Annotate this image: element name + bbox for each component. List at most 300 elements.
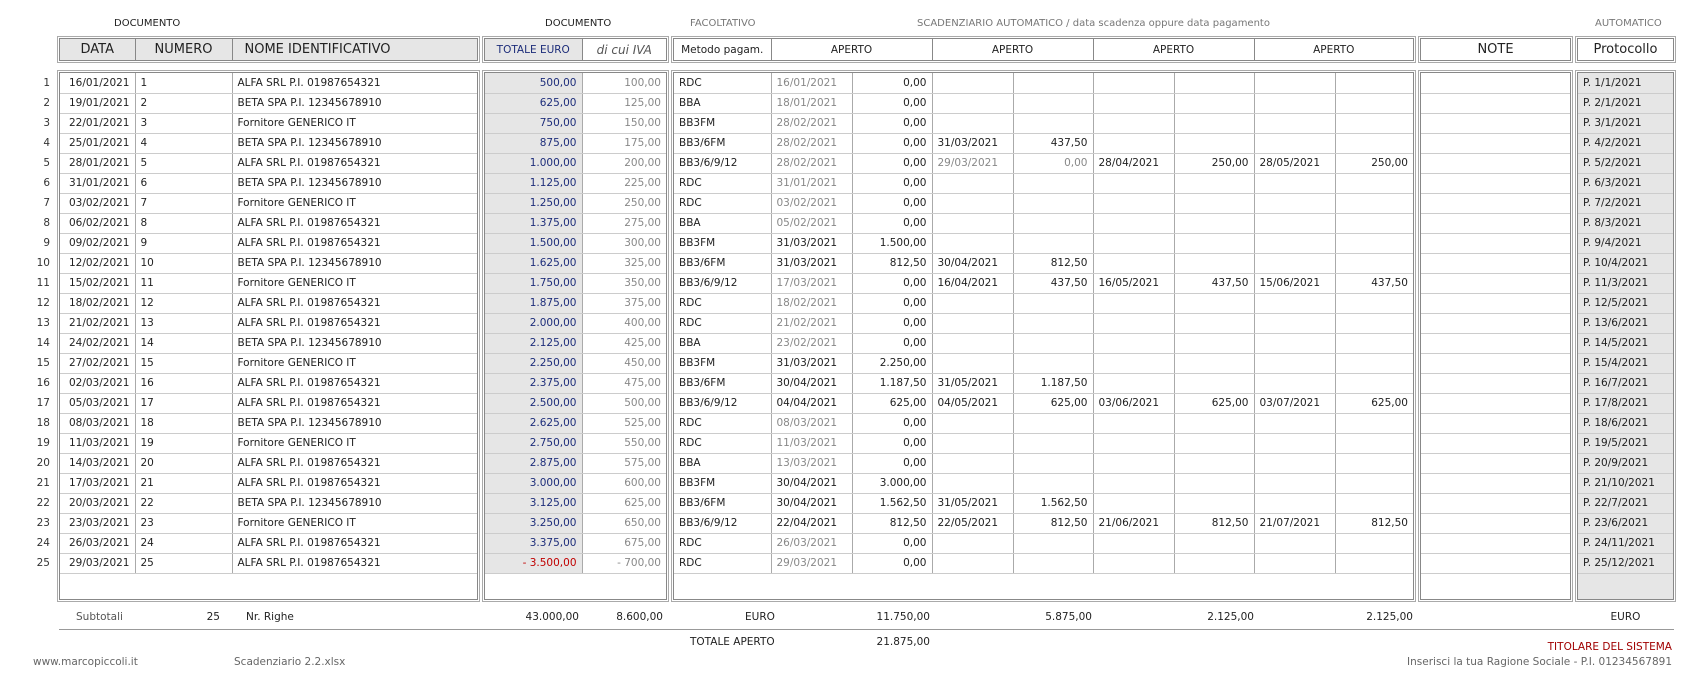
cell-totale[interactable]: 1.125,00 — [485, 173, 582, 193]
header-protocollo[interactable]: Protocollo — [1593, 42, 1658, 57]
cell-numero[interactable]: 11 — [135, 273, 232, 293]
cell-scadenza-3-data — [1093, 373, 1174, 393]
cell-metodo[interactable]: BB3/6/9/12 — [674, 273, 771, 293]
cell-numero[interactable]: 18 — [135, 413, 232, 433]
cell-data[interactable]: 09/02/2021 — [60, 233, 135, 253]
cell-iva: 275,00 — [582, 213, 666, 233]
cell-nome[interactable]: BETA SPA P.I. 12345678910 — [232, 493, 477, 513]
cell-note[interactable] — [1421, 413, 1570, 433]
cell-scadenza-3-data: 16/05/2021 — [1093, 273, 1174, 293]
table-row — [60, 393, 477, 413]
cell-scadenza-3-importo — [1174, 213, 1254, 233]
cell-note[interactable] — [1421, 293, 1570, 313]
header-aperto-2[interactable]: APERTO — [932, 39, 1093, 60]
cell-note[interactable] — [1421, 373, 1570, 393]
filename-label: Scadenziario 2.2.xlsx — [234, 656, 346, 668]
cell-metodo[interactable]: BBA — [674, 93, 771, 113]
cell-scadenza-1-data: 13/03/2021 — [771, 453, 852, 473]
table-row — [1421, 213, 1570, 233]
table-row — [674, 533, 1413, 553]
cell-data[interactable]: 14/03/2021 — [60, 453, 135, 473]
table-row — [60, 193, 477, 213]
cell-iva: 100,00 — [582, 73, 666, 93]
cell-nome[interactable]: Fornitore GENERICO IT — [232, 433, 477, 453]
cell-note[interactable] — [1421, 333, 1570, 353]
cell-note[interactable] — [1421, 133, 1570, 153]
cell-data[interactable]: 17/03/2021 — [60, 473, 135, 493]
cell-scadenza-3-importo — [1174, 353, 1254, 373]
cell-protocollo: P. 6/3/2021 — [1578, 173, 1673, 193]
cell-metodo[interactable]: BBA — [674, 333, 771, 353]
cell-metodo[interactable]: RDC — [674, 293, 771, 313]
cell-note[interactable] — [1421, 193, 1570, 213]
row-number: 4 — [43, 137, 50, 149]
table-row — [674, 413, 1413, 433]
cell-protocollo: P. 7/2/2021 — [1578, 193, 1673, 213]
cell-totale[interactable]: 750,00 — [485, 113, 582, 133]
cell-numero[interactable]: 1 — [135, 73, 232, 93]
table-row — [1578, 133, 1673, 153]
cell-scadenza-3-importo — [1174, 433, 1254, 453]
cell-nome[interactable]: ALFA SRL P.I. 01987654321 — [232, 393, 477, 413]
row-number: 20 — [36, 457, 50, 469]
cell-scadenza-2-data — [932, 93, 1013, 113]
cell-iva: 625,00 — [582, 493, 666, 513]
cell-nome[interactable]: ALFA SRL P.I. 01987654321 — [232, 233, 477, 253]
cell-metodo[interactable]: BB3/6/9/12 — [674, 513, 771, 533]
cell-nome[interactable]: ALFA SRL P.I. 01987654321 — [232, 213, 477, 233]
cell-scadenza-2-data — [932, 113, 1013, 133]
cell-nome[interactable]: ALFA SRL P.I. 01987654321 — [232, 453, 477, 473]
cell-metodo[interactable]: BB3FM — [674, 113, 771, 133]
cell-nome[interactable]: Fornitore GENERICO IT — [232, 513, 477, 533]
cell-iva: 375,00 — [582, 293, 666, 313]
cell-note[interactable] — [1421, 73, 1570, 93]
cell-note[interactable] — [1421, 533, 1570, 553]
header-note[interactable]: NOTE — [1477, 42, 1514, 57]
table-row — [485, 373, 666, 393]
cell-metodo[interactable]: BB3FM — [674, 473, 771, 493]
label-documento-left: DOCUMENTO — [114, 18, 181, 29]
cell-note[interactable] — [1421, 253, 1570, 273]
cell-metodo[interactable]: BBA — [674, 213, 771, 233]
cell-scadenza-1-data: 18/02/2021 — [771, 293, 852, 313]
table-row — [60, 293, 477, 313]
cell-totale[interactable]: 3.125,00 — [485, 493, 582, 513]
cell-numero[interactable]: 12 — [135, 293, 232, 313]
cell-numero[interactable]: 19 — [135, 433, 232, 453]
table-row — [1421, 293, 1570, 313]
cell-scadenza-1-data: 18/01/2021 — [771, 93, 852, 113]
cell-scadenza-3-data — [1093, 313, 1174, 333]
table-row — [1421, 333, 1570, 353]
cell-numero[interactable]: 21 — [135, 473, 232, 493]
cell-nome[interactable]: Fornitore GENERICO IT — [232, 273, 477, 293]
cell-numero[interactable]: 17 — [135, 393, 232, 413]
cell-totale[interactable]: 2.375,00 — [485, 373, 582, 393]
header-aperto-3[interactable]: APERTO — [1093, 39, 1254, 60]
cell-scadenza-4-data — [1254, 473, 1335, 493]
row-number: 1 — [43, 77, 50, 89]
cell-totale[interactable]: 1.625,00 — [485, 253, 582, 273]
cell-note[interactable] — [1421, 313, 1570, 333]
cell-iva: 675,00 — [582, 533, 666, 553]
cell-metodo[interactable]: BB3/6FM — [674, 373, 771, 393]
cell-numero[interactable]: 2 — [135, 93, 232, 113]
cell-data[interactable]: 16/01/2021 — [60, 73, 135, 93]
cell-note[interactable] — [1421, 473, 1570, 493]
cell-numero[interactable]: 20 — [135, 453, 232, 473]
subtotal-totale: 43.000,00 — [525, 611, 579, 623]
cell-totale[interactable]: 1.875,00 — [485, 293, 582, 313]
table-row — [1421, 413, 1570, 433]
cell-totale[interactable]: 2.125,00 — [485, 333, 582, 353]
cell-note[interactable] — [1421, 353, 1570, 373]
table-row — [674, 393, 1413, 413]
table-row — [1578, 553, 1673, 573]
table-row — [674, 513, 1413, 533]
section-note — [1420, 35, 1571, 607]
cell-note[interactable] — [1421, 273, 1570, 293]
header-nome[interactable]: NOME IDENTIFICATIVO — [244, 42, 391, 57]
table-row — [60, 233, 477, 253]
cell-note[interactable] — [1421, 393, 1570, 413]
cell-scadenza-3-data: 03/06/2021 — [1093, 393, 1174, 413]
row-number: 2 — [43, 97, 50, 109]
cell-nome[interactable]: BETA SPA P.I. 12345678910 — [232, 173, 477, 193]
cell-metodo[interactable]: BB3/6FM — [674, 253, 771, 273]
cell-data[interactable]: 19/01/2021 — [60, 93, 135, 113]
cell-numero[interactable]: 23 — [135, 513, 232, 533]
table-row — [1578, 273, 1673, 293]
cell-protocollo: P. 13/6/2021 — [1578, 313, 1673, 333]
cell-data[interactable]: 18/02/2021 — [60, 293, 135, 313]
cell-totale[interactable]: 1.250,00 — [485, 193, 582, 213]
cell-numero[interactable]: 8 — [135, 213, 232, 233]
cell-scadenza-2-importo: 1.562,50 — [1013, 493, 1093, 513]
cell-protocollo: P. 16/7/2021 — [1578, 373, 1673, 393]
cell-note[interactable] — [1421, 233, 1570, 253]
cell-data[interactable]: 31/01/2021 — [60, 173, 135, 193]
cell-data[interactable]: 03/02/2021 — [60, 193, 135, 213]
cell-numero[interactable]: 9 — [135, 233, 232, 253]
cell-data[interactable]: 26/03/2021 — [60, 533, 135, 553]
cell-note[interactable] — [1421, 433, 1570, 453]
cell-scadenza-1-data: 31/01/2021 — [771, 173, 852, 193]
cell-data[interactable]: 21/02/2021 — [60, 313, 135, 333]
cell-scadenza-4-data: 21/07/2021 — [1254, 513, 1335, 533]
cell-data[interactable]: 23/03/2021 — [60, 513, 135, 533]
table-row — [674, 313, 1413, 333]
cell-note[interactable] — [1421, 493, 1570, 513]
cell-scadenza-1-importo: 812,50 — [852, 253, 932, 273]
cell-totale[interactable]: - 3.500,00 — [485, 553, 582, 573]
cell-data[interactable]: 12/02/2021 — [60, 253, 135, 273]
cell-metodo[interactable]: BB3FM — [674, 353, 771, 373]
cell-iva: 575,00 — [582, 453, 666, 473]
cell-scadenza-2-data: 22/05/2021 — [932, 513, 1013, 533]
table-row — [674, 213, 1413, 233]
cell-protocollo: P. 14/5/2021 — [1578, 333, 1673, 353]
cell-numero[interactable]: 6 — [135, 173, 232, 193]
cell-scadenza-1-data: 28/02/2021 — [771, 153, 852, 173]
table-row — [60, 413, 477, 433]
cell-totale[interactable]: 3.250,00 — [485, 513, 582, 533]
row-number: 6 — [43, 177, 50, 189]
cell-numero[interactable]: 22 — [135, 493, 232, 513]
cell-totale[interactable]: 3.000,00 — [485, 473, 582, 493]
row-number: 23 — [36, 517, 50, 529]
header-aperto-4[interactable]: APERTO — [1313, 43, 1355, 56]
cell-scadenza-4-data — [1254, 413, 1335, 433]
cell-scadenza-3-data — [1093, 533, 1174, 553]
cell-scadenza-3-data — [1093, 133, 1174, 153]
cell-scadenza-2-importo — [1013, 233, 1093, 253]
cell-nome[interactable]: Fornitore GENERICO IT — [232, 113, 477, 133]
cell-scadenza-4-importo — [1335, 313, 1413, 333]
cell-metodo[interactable]: RDC — [674, 553, 771, 573]
table-row — [1421, 273, 1570, 293]
cell-scadenza-1-data: 22/04/2021 — [771, 513, 852, 533]
table-row — [485, 73, 666, 93]
table-row — [60, 273, 477, 293]
cell-metodo[interactable]: BB3FM — [674, 233, 771, 253]
header-data[interactable]: DATA — [60, 39, 135, 60]
cell-data[interactable]: 05/03/2021 — [60, 393, 135, 413]
ragione-sociale-label: Inserisci la tua Ragione Sociale - P.I. 01234567891 — [1407, 656, 1672, 668]
cell-numero[interactable]: 10 — [135, 253, 232, 273]
cell-scadenza-4-data — [1254, 493, 1335, 513]
row-number: 13 — [36, 317, 50, 329]
cell-iva: 125,00 — [582, 93, 666, 113]
cell-note[interactable] — [1421, 93, 1570, 113]
cell-numero[interactable]: 7 — [135, 193, 232, 213]
cell-totale[interactable]: 1.375,00 — [485, 213, 582, 233]
cell-nome[interactable]: ALFA SRL P.I. 01987654321 — [232, 373, 477, 393]
cell-scadenza-4-data — [1254, 313, 1335, 333]
cell-nome[interactable]: BETA SPA P.I. 12345678910 — [232, 253, 477, 273]
cell-metodo[interactable]: RDC — [674, 173, 771, 193]
cell-scadenza-2-data — [932, 473, 1013, 493]
cell-scadenza-1-importo: 0,00 — [852, 453, 932, 473]
nr-righe-label: Nr. Righe — [246, 611, 294, 623]
cell-note[interactable] — [1421, 153, 1570, 173]
cell-nome[interactable]: Fornitore GENERICO IT — [232, 353, 477, 373]
cell-note[interactable] — [1421, 453, 1570, 473]
table-row — [1578, 213, 1673, 233]
cell-totale[interactable]: 3.375,00 — [485, 533, 582, 553]
cell-totale[interactable]: 2.000,00 — [485, 313, 582, 333]
cell-data[interactable]: 02/03/2021 — [60, 373, 135, 393]
cell-scadenza-4-importo: 812,50 — [1335, 513, 1413, 533]
cell-scadenza-3-importo — [1174, 233, 1254, 253]
cell-data[interactable]: 29/03/2021 — [60, 553, 135, 573]
cell-scadenza-3-data — [1093, 433, 1174, 453]
cell-numero[interactable]: 24 — [135, 533, 232, 553]
cell-scadenza-2-importo: 437,50 — [1013, 133, 1093, 153]
cell-scadenza-1-data: 26/03/2021 — [771, 533, 852, 553]
cell-metodo[interactable]: BBA — [674, 453, 771, 473]
table-row — [1421, 93, 1570, 113]
cell-totale[interactable]: 2.500,00 — [485, 393, 582, 413]
cell-note[interactable] — [1421, 553, 1570, 573]
header-totale[interactable]: TOTALE EURO — [485, 39, 582, 60]
cell-metodo[interactable]: BB3/6/9/12 — [674, 153, 771, 173]
cell-scadenza-1-data: 31/03/2021 — [771, 253, 852, 273]
table-row — [485, 153, 666, 173]
cell-scadenza-3-data — [1093, 173, 1174, 193]
cell-iva: 350,00 — [582, 273, 666, 293]
cell-scadenza-3-importo — [1174, 313, 1254, 333]
cell-numero[interactable]: 15 — [135, 353, 232, 373]
cell-iva: 300,00 — [582, 233, 666, 253]
cell-note[interactable] — [1421, 213, 1570, 233]
cell-nome[interactable]: ALFA SRL P.I. 01987654321 — [232, 313, 477, 333]
cell-totale[interactable]: 500,00 — [485, 73, 582, 93]
cell-scadenza-3-importo — [1174, 453, 1254, 473]
cell-nome[interactable]: BETA SPA P.I. 12345678910 — [232, 413, 477, 433]
cell-numero[interactable]: 5 — [135, 153, 232, 173]
cell-data[interactable]: 08/03/2021 — [60, 413, 135, 433]
cell-data[interactable]: 20/03/2021 — [60, 493, 135, 513]
cell-scadenza-3-importo — [1174, 413, 1254, 433]
cell-scadenza-2-importo — [1013, 173, 1093, 193]
cell-nome[interactable]: ALFA SRL P.I. 01987654321 — [232, 73, 477, 93]
table-row — [60, 513, 477, 533]
cell-scadenza-3-data — [1093, 353, 1174, 373]
cell-data[interactable]: 28/01/2021 — [60, 153, 135, 173]
cell-scadenza-3-data — [1093, 413, 1174, 433]
cell-numero[interactable]: 13 — [135, 313, 232, 333]
cell-metodo[interactable]: BB3/6FM — [674, 493, 771, 513]
table-row — [1578, 173, 1673, 193]
cell-protocollo: P. 22/7/2021 — [1578, 493, 1673, 513]
cell-protocollo: P. 19/5/2021 — [1578, 433, 1673, 453]
cell-metodo[interactable]: RDC — [674, 413, 771, 433]
website-label: www.marcopiccoli.it — [33, 656, 138, 668]
header-aperto-1[interactable]: APERTO — [771, 39, 932, 60]
cell-nome[interactable]: ALFA SRL P.I. 01987654321 — [232, 293, 477, 313]
cell-scadenza-3-data — [1093, 333, 1174, 353]
cell-numero[interactable]: 16 — [135, 373, 232, 393]
table-row — [674, 73, 1413, 93]
table-row — [485, 93, 666, 113]
cell-totale[interactable]: 2.875,00 — [485, 453, 582, 473]
cell-scadenza-1-data: 21/02/2021 — [771, 313, 852, 333]
cell-scadenza-2-importo: 625,00 — [1013, 393, 1093, 413]
cell-numero[interactable]: 4 — [135, 133, 232, 153]
cell-data[interactable]: 22/01/2021 — [60, 113, 135, 133]
cell-numero[interactable]: 14 — [135, 333, 232, 353]
table-row — [485, 433, 666, 453]
cell-metodo[interactable]: RDC — [674, 313, 771, 333]
cell-scadenza-4-data — [1254, 173, 1335, 193]
cell-data[interactable]: 15/02/2021 — [60, 273, 135, 293]
cell-protocollo: P. 12/5/2021 — [1578, 293, 1673, 313]
cell-scadenza-4-importo — [1335, 373, 1413, 393]
cell-data[interactable]: 24/02/2021 — [60, 333, 135, 353]
cell-note[interactable] — [1421, 513, 1570, 533]
cell-metodo[interactable]: RDC — [674, 193, 771, 213]
cell-nome[interactable]: Fornitore GENERICO IT — [232, 193, 477, 213]
cell-metodo[interactable]: BB3/6/9/12 — [674, 393, 771, 413]
cell-scadenza-3-importo — [1174, 533, 1254, 553]
table-row — [485, 193, 666, 213]
table-row — [1421, 513, 1570, 533]
cell-note[interactable] — [1421, 113, 1570, 133]
table-row — [485, 473, 666, 493]
cell-totale[interactable]: 1.500,00 — [485, 233, 582, 253]
cell-scadenza-2-data — [932, 173, 1013, 193]
cell-nome[interactable]: ALFA SRL P.I. 01987654321 — [232, 473, 477, 493]
cell-metodo[interactable]: RDC — [674, 73, 771, 93]
cell-data[interactable]: 06/02/2021 — [60, 213, 135, 233]
header-note-box — [1420, 38, 1571, 61]
table-row — [1421, 553, 1570, 573]
cell-iva: 525,00 — [582, 413, 666, 433]
cell-scadenza-4-importo: 625,00 — [1335, 393, 1413, 413]
table-row — [1421, 393, 1570, 413]
row-number: 12 — [36, 297, 50, 309]
cell-data[interactable]: 27/02/2021 — [60, 353, 135, 373]
table-row — [1421, 193, 1570, 213]
cell-data[interactable]: 25/01/2021 — [60, 133, 135, 153]
cell-nome[interactable]: BETA SPA P.I. 12345678910 — [232, 93, 477, 113]
cell-totale[interactable]: 1.000,00 — [485, 153, 582, 173]
header-metodo[interactable]: Metodo pagam. — [674, 39, 771, 60]
table-row — [60, 173, 477, 193]
cell-nome[interactable]: ALFA SRL P.I. 01987654321 — [232, 153, 477, 173]
cell-numero[interactable]: 25 — [135, 553, 232, 573]
cell-metodo[interactable]: RDC — [674, 533, 771, 553]
cell-totale[interactable]: 2.625,00 — [485, 413, 582, 433]
cell-scadenza-4-data — [1254, 373, 1335, 393]
row-number: 19 — [36, 437, 50, 449]
cell-totale[interactable]: 1.750,00 — [485, 273, 582, 293]
row-number: 8 — [43, 217, 50, 229]
cell-scadenza-4-data — [1254, 133, 1335, 153]
cell-totale[interactable]: 875,00 — [485, 133, 582, 153]
cell-note[interactable] — [1421, 173, 1570, 193]
cell-iva: 425,00 — [582, 333, 666, 353]
header-iva[interactable]: di cui IVA — [596, 42, 652, 57]
table-row — [60, 253, 477, 273]
cell-scadenza-4-data: 15/06/2021 — [1254, 273, 1335, 293]
cell-nome[interactable]: ALFA SRL P.I. 01987654321 — [232, 553, 477, 573]
cell-nome[interactable]: BETA SPA P.I. 12345678910 — [232, 333, 477, 353]
cell-scadenza-3-importo — [1174, 473, 1254, 493]
cell-data[interactable]: 11/03/2021 — [60, 433, 135, 453]
row-number: 18 — [36, 417, 50, 429]
cell-scadenza-2-importo — [1013, 213, 1093, 233]
section-protocollo — [1577, 35, 1674, 607]
cell-scadenza-2-importo: 812,50 — [1013, 253, 1093, 273]
header-numero[interactable]: NUMERO — [135, 39, 232, 60]
cell-scadenza-3-importo — [1174, 553, 1254, 573]
cell-totale[interactable]: 2.250,00 — [485, 353, 582, 373]
cell-metodo[interactable]: BB3/6FM — [674, 133, 771, 153]
cell-numero[interactable]: 3 — [135, 113, 232, 133]
cell-totale[interactable]: 2.750,00 — [485, 433, 582, 453]
cell-nome[interactable]: ALFA SRL P.I. 01987654321 — [232, 533, 477, 553]
cell-scadenza-4-importo — [1335, 333, 1413, 353]
cell-nome[interactable]: BETA SPA P.I. 12345678910 — [232, 133, 477, 153]
cell-totale[interactable]: 625,00 — [485, 93, 582, 113]
cell-metodo[interactable]: RDC — [674, 433, 771, 453]
table-row — [1578, 233, 1673, 253]
cell-scadenza-1-importo: 0,00 — [852, 533, 932, 553]
cell-scadenza-2-data — [932, 233, 1013, 253]
